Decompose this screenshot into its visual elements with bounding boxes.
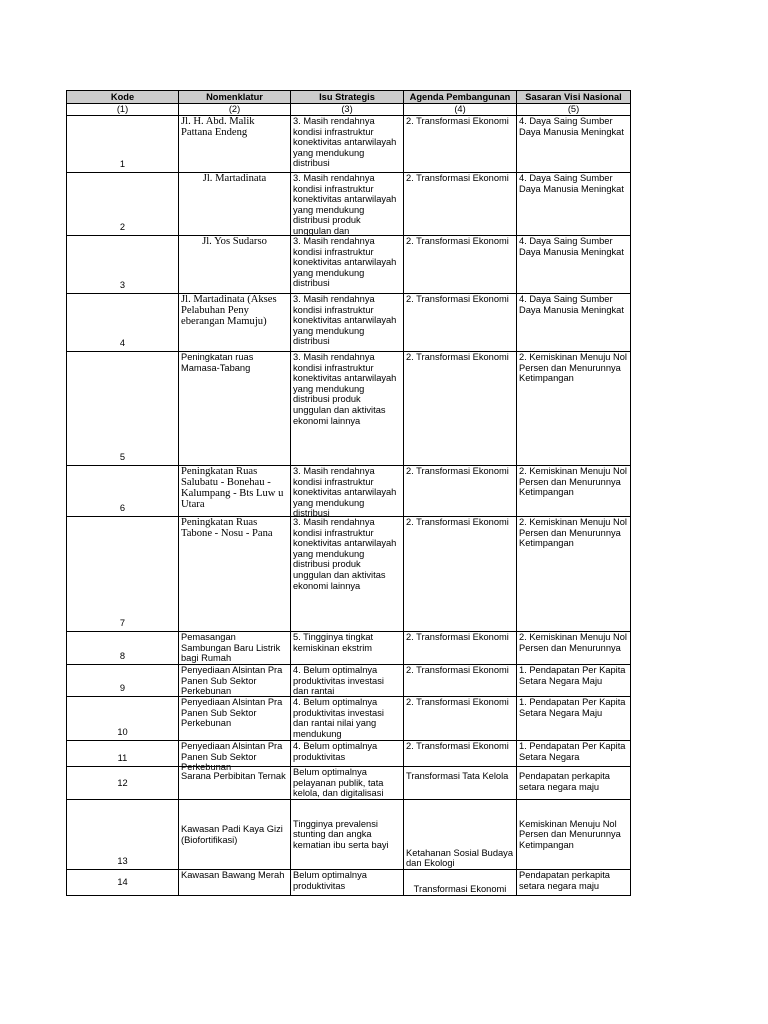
agenda-text: 2. Transformasi Ekonomi	[406, 352, 509, 362]
nomenklatur-cell	[179, 741, 291, 773]
sasaran-text: 4. Daya Saing Sumber Daya Manusia Meningkat	[519, 236, 624, 257]
isu-text: 3. Masih rendahnya kondisi infrastruktur konektivitas antarwilayah yang mendukung distribusi produk unggulan dan	[293, 173, 397, 236]
nomenklatur-cell	[179, 236, 291, 294]
sasaran-text: Kemiskinan Menuju Nol Persen dan Menurunnya Ketimpangan	[519, 818, 621, 850]
isu-text: 3. Masih rendahnya kondisi infrastruktur konektivitas antarwilayah yang mendukung distribusi	[293, 236, 397, 289]
sasaran-text: 2. Kemiskinan Menuju Nol Persen dan Menurunnya Ketimpangan	[519, 466, 627, 498]
table-row	[67, 870, 631, 896]
nomenklatur-cell	[179, 466, 291, 517]
nomenklatur-cell	[179, 870, 291, 896]
table-row	[67, 466, 631, 517]
isu-text: 3. Masih rendahnya kondisi infrastruktur konektivitas antarwilayah yang mendukung distribusi	[293, 294, 397, 347]
nomenklatur-text: Sarana Perbibitan Ternak	[181, 771, 286, 781]
agenda-cell	[404, 800, 517, 870]
agenda-text: Transformasi Ekonomi	[413, 884, 507, 895]
header-sasaran-visi-nasional: Sasaran Visi Nasional	[517, 91, 631, 104]
header-agenda-pembangunan: Agenda Pembangunan	[404, 91, 517, 104]
nomenklatur-text: Pemasangan Sambungan Baru Listrik bagi Rumah	[181, 632, 281, 664]
column-number-row	[67, 104, 631, 116]
column-number: (2)	[179, 104, 291, 116]
table-row	[67, 632, 631, 665]
isu-cell	[291, 517, 404, 632]
sasaran-cell	[517, 294, 631, 352]
isu-cell	[291, 870, 404, 896]
sasaran-cell	[517, 697, 631, 741]
agenda-cell	[404, 741, 517, 767]
nomenklatur-cell	[179, 352, 291, 466]
isu-text: Belum optimalnya produktivitas	[293, 870, 367, 891]
sasaran-text: Pendapatan perkapita setara negara maju	[519, 771, 610, 792]
agenda-cell	[404, 517, 517, 632]
isu-cell	[291, 294, 404, 352]
isu-cell	[291, 741, 404, 767]
kode-cell: 13	[67, 800, 179, 870]
agenda-text: 2. Transformasi Ekonomi	[406, 741, 509, 751]
sasaran-text: 1. Pendapatan Per Kapita Setara Negara	[519, 741, 626, 762]
isu-cell	[291, 800, 404, 870]
nomenklatur-text: Peningkatan Ruas Tabone - Nosu - Pana	[181, 517, 273, 539]
nomenklatur-text: Jl. Martadinata (Akses Pelabuhan Peny eberangan Mamuju)	[181, 294, 277, 327]
sasaran-cell	[517, 767, 631, 800]
agenda-text: 2. Transformasi Ekonomi	[406, 116, 509, 126]
table-row	[67, 116, 631, 173]
kode-cell: 12	[67, 767, 179, 800]
agenda-cell	[404, 697, 517, 741]
agenda-text: 2. Transformasi Ekonomi	[406, 236, 509, 246]
isu-text: 3. Masih rendahnya kondisi infrastruktur konektivitas antarwilayah yang mendukung distribusi produk unggulan dan aktivitas ekonomi lainnya	[293, 352, 397, 426]
sasaran-cell	[517, 352, 631, 466]
agenda-cell	[404, 236, 517, 294]
agenda-cell	[404, 173, 517, 236]
agenda-text: Ketahanan Sosial Budaya dan Ekologi	[406, 847, 513, 869]
sasaran-cell	[517, 665, 631, 697]
column-number: (5)	[517, 104, 631, 116]
kode-cell: 10	[67, 697, 179, 741]
agenda-text: 2. Transformasi Ekonomi	[406, 466, 509, 476]
isu-cell	[291, 173, 404, 236]
table-row	[67, 767, 631, 800]
isu-text: 3. Masih rendahnya kondisi infrastruktur konektivitas antarwilayah yang mendukung distribusi produk unggulan dan aktivitas ekonomi lainnya	[293, 517, 397, 591]
sasaran-cell	[517, 870, 631, 896]
agenda-cell	[404, 870, 517, 896]
agenda-text: 2. Transformasi Ekonomi	[406, 665, 509, 675]
nomenklatur-text: Kawasan Bawang Merah	[181, 870, 285, 880]
sasaran-text: 2. Kemiskinan Menuju Nol Persen dan Menurunnya	[519, 632, 627, 653]
nomenklatur-cell	[179, 800, 291, 870]
agenda-text: 2. Transformasi Ekonomi	[406, 173, 509, 183]
sasaran-text: 1. Pendapatan Per Kapita Setara Negara Maju	[519, 665, 626, 686]
nomenklatur-cell	[179, 697, 291, 741]
table-row	[67, 294, 631, 352]
isu-cell	[291, 665, 404, 697]
isu-text: 5. Tingginya tingkat kemiskinan ekstrim	[293, 632, 374, 653]
table-row	[67, 517, 631, 632]
kode-cell: 3	[67, 236, 179, 294]
sasaran-text: 2. Kemiskinan Menuju Nol Persen dan Menurunnya Ketimpangan	[519, 352, 627, 384]
table-row	[67, 741, 631, 767]
nomenklatur-cell	[179, 632, 291, 665]
sasaran-cell	[517, 173, 631, 236]
agenda-text: 2. Transformasi Ekonomi	[406, 697, 509, 707]
table-row	[67, 697, 631, 741]
strategy-table	[66, 90, 631, 896]
nomenklatur-text: Jl. Yos Sudarso	[202, 236, 267, 247]
nomenklatur-cell	[179, 665, 291, 697]
table-header-row	[67, 91, 631, 104]
isu-cell	[291, 352, 404, 466]
column-number: (4)	[404, 104, 517, 116]
kode-cell: 14	[67, 870, 179, 896]
kode-cell: 11	[67, 741, 179, 767]
isu-text: Tingginya prevalensi stunting dan angka kematian ibu serta bayi	[293, 818, 389, 850]
agenda-cell	[404, 116, 517, 173]
sasaran-text: 4. Daya Saing Sumber Daya Manusia Meningkat	[519, 173, 624, 194]
isu-cell	[291, 116, 404, 173]
nomenklatur-text: Peningkatan Ruas Salubatu - Bonehau - Kalumpang - Bts Luw u Utara	[181, 466, 284, 510]
sasaran-cell	[517, 466, 631, 517]
nomenklatur-text: Penyediaan Alsintan Pra Panen Sub Sektor Perkebunan	[181, 697, 283, 729]
agenda-text: 2. Transformasi Ekonomi	[406, 517, 509, 527]
table-row	[67, 665, 631, 697]
agenda-cell	[404, 767, 517, 800]
agenda-cell	[404, 632, 517, 665]
sasaran-text: 2. Kemiskinan Menuju Nol Persen dan Menurunnya Ketimpangan	[519, 517, 627, 549]
isu-cell	[291, 466, 404, 517]
table-row	[67, 352, 631, 466]
kode-cell: 8	[67, 632, 179, 665]
isu-text: Belum optimalnya pelayanan publik, tata kelola, dan digitalisasi	[293, 767, 384, 799]
agenda-text: 2. Transformasi Ekonomi	[406, 294, 509, 304]
agenda-text: 2. Transformasi Ekonomi	[406, 632, 509, 642]
nomenklatur-cell	[179, 294, 291, 352]
isu-text: 4. Belum optimalnya produktivitas	[293, 741, 378, 762]
sasaran-cell	[517, 116, 631, 173]
agenda-text: Transformasi Tata Kelola	[406, 771, 509, 781]
isu-cell	[291, 632, 404, 665]
sasaran-cell	[517, 800, 631, 870]
sasaran-cell	[517, 632, 631, 665]
nomenklatur-text: Penyediaan Alsintan Pra Panen Sub Sektor Perkebunan	[181, 741, 283, 773]
table-row	[67, 173, 631, 236]
nomenklatur-cell	[179, 116, 291, 173]
nomenklatur-text: Jl. Martadinata	[202, 173, 267, 184]
isu-text: 3. Masih rendahnya kondisi infrastruktur konektivitas antarwilayah yang mendukung distribusi	[293, 116, 397, 169]
sasaran-text: 4. Daya Saing Sumber Daya Manusia Meningkat	[519, 116, 624, 137]
nomenklatur-cell	[179, 173, 291, 236]
kode-cell: 5	[67, 352, 179, 466]
sasaran-text: 1. Pendapatan Per Kapita Setara Negara Maju	[519, 697, 626, 718]
sasaran-text: 4. Daya Saing Sumber Daya Manusia Meningkat	[519, 294, 624, 315]
header-isu-strategis: Isu Strategis	[291, 91, 404, 104]
agenda-cell	[404, 294, 517, 352]
kode-cell: 9	[67, 665, 179, 697]
column-number: (3)	[291, 104, 404, 116]
kode-cell: 7	[67, 517, 179, 632]
kode-cell: 6	[67, 466, 179, 517]
nomenklatur-cell	[179, 767, 291, 800]
nomenklatur-text: Jl. H. Abd. Malik Pattana Endeng	[181, 116, 255, 138]
isu-text: 3. Masih rendahnya kondisi infrastruktur konektivitas antarwilayah yang mendukung distribusi	[293, 466, 397, 519]
nomenklatur-text: Kawasan Padi Kaya Gizi (Biofortifikasi)	[181, 823, 283, 845]
agenda-cell	[404, 665, 517, 697]
header-nomenklatur: Nomenklatur	[179, 91, 291, 104]
sasaran-text: Pendapatan perkapita setara negara maju	[519, 870, 610, 891]
nomenklatur-text: Penyediaan Alsintan Pra Panen Sub Sektor Perkebunan	[181, 665, 283, 697]
kode-cell: 4	[67, 294, 179, 352]
agenda-cell	[404, 352, 517, 466]
kode-cell: 2	[67, 173, 179, 236]
sasaran-cell	[517, 517, 631, 632]
nomenklatur-cell	[179, 517, 291, 632]
isu-cell	[291, 236, 404, 294]
column-number: (1)	[67, 104, 179, 116]
table-row	[67, 800, 631, 870]
isu-cell	[291, 697, 404, 741]
table-row	[67, 236, 631, 294]
kode-cell: 1	[67, 116, 179, 173]
isu-text: 4. Belum optimalnya produktivitas investasi dan rantai nilai yang mendukung	[293, 697, 384, 739]
isu-cell	[291, 767, 404, 800]
agenda-cell	[404, 466, 517, 517]
header-kode: Kode	[67, 91, 179, 104]
nomenklatur-text: Peningkatan ruas Mamasa-Tabang	[181, 352, 254, 373]
isu-text: 4. Belum optimalnya produktivitas investasi dan rantai	[293, 665, 384, 697]
sasaran-cell	[517, 741, 631, 767]
sasaran-cell	[517, 236, 631, 294]
